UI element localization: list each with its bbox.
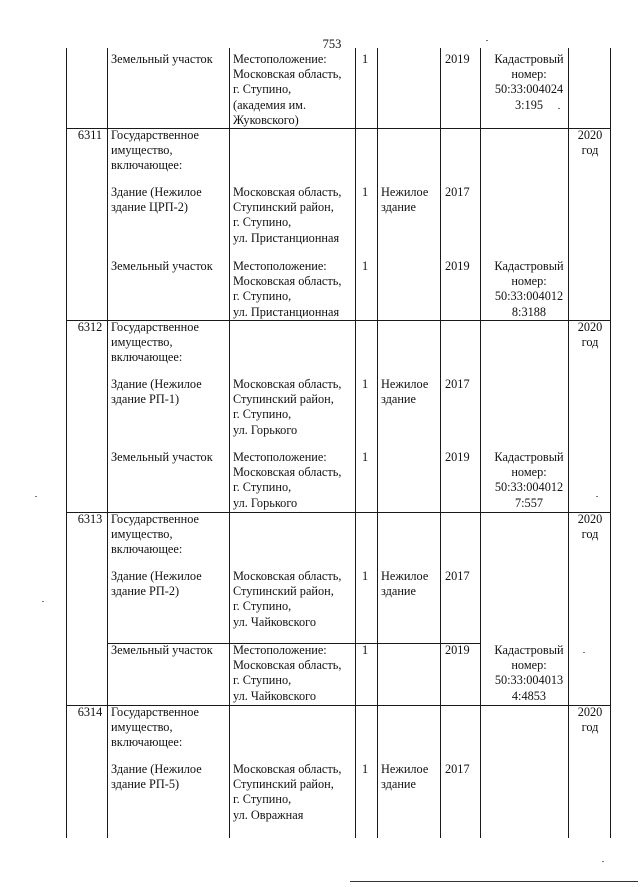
table-cell-location: ул. Овражная [233, 807, 304, 822]
table-cell-year: 2017 [445, 569, 470, 583]
table-cell-location: Московская область, [233, 377, 342, 391]
table-cell-location: ул. Горького [233, 422, 298, 437]
scan-speck [558, 108, 560, 109]
table-cell-qty: 1 [362, 377, 369, 391]
table-cell-purpose: здание [381, 200, 416, 215]
table-cell-location: ул. Чайковского [233, 688, 316, 703]
table-cell-location: ул. Горького [233, 495, 298, 510]
table-cell-name: имущество, [111, 720, 173, 735]
table-cell-name: Государственное [111, 512, 199, 526]
table-cell-details: 50:33:004024 [494, 82, 564, 97]
table-cell-location: Ступинский район, [233, 392, 334, 407]
table-column-rule [610, 48, 611, 838]
table-cell-name: Государственное [111, 128, 199, 142]
table-cell-name: Земельный участок [111, 643, 213, 657]
table-cell-location: Ступинский район, [233, 584, 334, 599]
table-cell-num: 6314 [77, 705, 103, 719]
table-cell-qty: 1 [362, 643, 369, 657]
table-cell-location: Московская область, [233, 465, 342, 480]
table-cell-location: (академия им. [233, 97, 307, 112]
table-cell-location: г. Ступино, [233, 407, 292, 422]
table-cell-qty: 1 [362, 762, 369, 776]
table-cell-qty: 1 [362, 52, 369, 66]
table-cell-location: ул. Пристанционная [233, 230, 340, 245]
table-cell-location: Московская область, [233, 658, 342, 673]
page-number: 753 [322, 37, 342, 51]
table-cell-details: 8:3188 [511, 304, 547, 319]
scan-speck [596, 496, 598, 497]
table-cell-term: год [581, 335, 599, 350]
table-cell-location: Жуковского) [233, 112, 299, 127]
table-cell-location: Московская область, [233, 185, 342, 199]
table-cell-location: Местоположение: [233, 643, 327, 657]
table-cell-location: Местоположение: [233, 450, 327, 464]
table-cell-num: 6311 [77, 128, 103, 142]
table-cell-details: номер: [511, 465, 547, 480]
table-cell-name: имущество, [111, 143, 173, 158]
table-cell-location: г. Ступино, [233, 599, 292, 614]
table-cell-name: включающее: [111, 542, 183, 557]
table-cell-details: 4:4853 [511, 688, 547, 703]
table-column-rule [440, 48, 441, 838]
table-cell-name: Земельный участок [111, 52, 213, 66]
table-cell-name: Государственное [111, 705, 199, 719]
table-cell-details: 50:33:004012 [494, 289, 564, 304]
table-cell-purpose: здание [381, 392, 416, 407]
table-cell-location: г. Ступино, [233, 215, 292, 230]
table-cell-location: Московская область, [233, 274, 342, 289]
table-cell-name: Земельный участок [111, 259, 213, 273]
table-cell-location: ул. Чайковского [233, 614, 316, 629]
table-cell-qty: 1 [362, 259, 369, 273]
table-cell-details: Кадастровый [494, 643, 564, 657]
table-cell-name: Здание (Нежилое [111, 377, 202, 391]
table-cell-name: Здание (Нежилое [111, 762, 202, 776]
table-cell-name: здание РП-1) [111, 392, 180, 407]
table-cell-term: год [581, 527, 599, 542]
table-cell-details: Кадастровый [494, 259, 564, 273]
table-cell-location: г. Ступино, [233, 673, 292, 688]
table-cell-location: ул. Пристанционная [233, 304, 340, 319]
table-cell-purpose: Нежилое [381, 569, 429, 583]
table-cell-location: г. Ступино, [233, 289, 292, 304]
table-cell-name: Здание (Нежилое [111, 569, 202, 583]
table-column-rule [355, 48, 356, 838]
table-cell-name: Государственное [111, 320, 199, 334]
table-cell-year: 2019 [445, 643, 470, 657]
scan-speck [602, 861, 604, 862]
table-cell-year: 2017 [445, 762, 470, 776]
table-cell-term: год [581, 720, 599, 735]
table-cell-details: 50:33:004012 [494, 480, 564, 495]
table-cell-purpose: здание [381, 584, 416, 599]
table-cell-term: 2020 [577, 128, 603, 142]
table-cell-purpose: Нежилое [381, 377, 429, 391]
table-cell-location: Московская область, [233, 67, 342, 82]
table-cell-details: 3:195 [514, 97, 543, 112]
table-cell-name: здание ЦРП-2) [111, 200, 188, 215]
scan-edge-line [350, 881, 638, 882]
table-column-rule [107, 48, 108, 838]
table-cell-num: 6312 [77, 320, 103, 334]
table-cell-qty: 1 [362, 569, 369, 583]
table-cell-term: 2020 [577, 512, 603, 526]
table-cell-purpose: Нежилое [381, 185, 429, 199]
table-cell-name: Здание (Нежилое [111, 185, 202, 199]
table-cell-term: 2020 [577, 320, 603, 334]
table-column-rule [66, 48, 67, 838]
scan-speck [583, 652, 585, 653]
table-cell-details: номер: [511, 274, 547, 289]
table-cell-details: 50:33:004013 [494, 673, 564, 688]
table-cell-name: здание РП-2) [111, 584, 180, 599]
table-cell-purpose: Нежилое [381, 762, 429, 776]
table-cell-year: 2019 [445, 259, 470, 273]
scan-speck [486, 40, 488, 41]
table-cell-details: номер: [511, 658, 547, 673]
table-cell-details: номер: [511, 67, 547, 82]
table-cell-term: год [581, 143, 599, 158]
table-cell-details: Кадастровый [494, 52, 564, 66]
table-cell-year: 2019 [445, 450, 470, 464]
table-cell-details: Кадастровый [494, 450, 564, 464]
table-cell-year: 2017 [445, 377, 470, 391]
table-cell-name: включающее: [111, 735, 183, 750]
table-cell-location: г. Ступино, [233, 480, 292, 495]
table-cell-location: Местоположение: [233, 259, 327, 273]
table-column-rule [568, 48, 569, 838]
table-cell-purpose: здание [381, 777, 416, 792]
table-cell-name: здание РП-5) [111, 777, 180, 792]
table-cell-name: включающее: [111, 158, 183, 173]
table-cell-name: включающее: [111, 350, 183, 365]
table-cell-term: 2020 [577, 705, 603, 719]
table-cell-name: имущество, [111, 335, 173, 350]
table-column-rule [229, 48, 230, 838]
table-column-rule [377, 48, 378, 838]
table-cell-location: Московская область, [233, 569, 342, 583]
table-cell-qty: 1 [362, 185, 369, 199]
table-cell-location: г. Ступино, [233, 792, 292, 807]
scan-speck [35, 496, 37, 497]
table-cell-qty: 1 [362, 450, 369, 464]
table-cell-name: Земельный участок [111, 450, 213, 464]
table-cell-location: Ступинский район, [233, 200, 334, 215]
table-cell-details: 7:557 [514, 495, 543, 510]
table-cell-location: Местоположение: [233, 52, 327, 66]
scan-speck [42, 601, 44, 602]
table-cell-year: 2019 [445, 52, 470, 66]
table-cell-location: Ступинский район, [233, 777, 334, 792]
table-cell-location: г. Ступино, [233, 82, 292, 97]
table-column-rule [480, 48, 481, 838]
table-cell-num: 6313 [77, 512, 103, 526]
table-cell-location: Московская область, [233, 762, 342, 776]
table-cell-name: имущество, [111, 527, 173, 542]
table-cell-year: 2017 [445, 185, 470, 199]
